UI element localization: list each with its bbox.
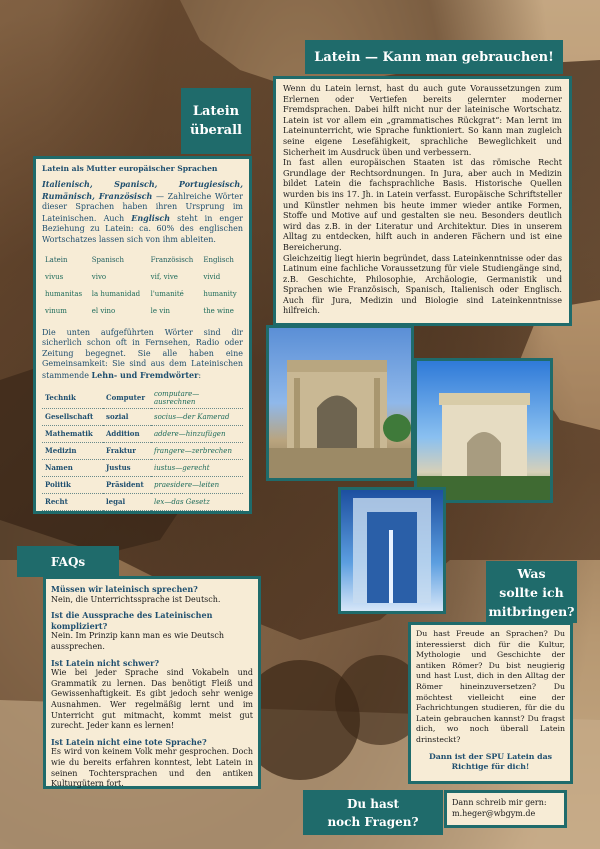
foreign-cell: lex—das Gesetz — [151, 493, 243, 510]
fragen-title-box — [303, 790, 443, 835]
fragen-line2: noch Fragen? — [327, 814, 419, 829]
contact-email[interactable]: m.heger@wbgym.de — [452, 809, 536, 818]
faq-answer: Nein, die Unterrichtssprache ist Deutsch. — [51, 594, 221, 604]
word-cell: vivus — [45, 273, 64, 282]
word-table-header — [42, 252, 243, 269]
main-text-p1: Wenn du Latein lernst, hast du auch gute Voraussetzungen zum Erlernen oder Vertiefen bereits gelernter moderner Fremdsprachen. Dabei hilft nicht nur der lateinische Wortschatz. Latein ist vor allem ein „grammatisches Rückgrat“: Man lernt im Lateinunterricht, wie Sprache funktioniert. So kann man zugleich seine eigene Lesefähigkeit, sprachliche Beweglichkeit und Sicherheit im Ausdruck üben und verbessern. — [283, 83, 562, 157]
faq-answer: Nein. Im Prinzip kann man es wie Deutsch aussprechen. — [51, 631, 225, 651]
word-table-row — [42, 269, 243, 286]
foreign-cell: frangere—zerbrechen — [151, 442, 243, 459]
word-comparison-table — [42, 252, 243, 320]
faq-question: Ist die Aussprache des Lateinischen kompliziert? — [51, 610, 213, 631]
faqs-title-box — [17, 546, 119, 577]
word-table-header-cell: Französisch — [150, 256, 194, 265]
word-cell: vif, vive — [150, 273, 178, 282]
word-cell: la humanidad — [91, 290, 141, 299]
faqs-panel — [43, 576, 261, 789]
arc-de-triomphe-photo — [414, 358, 553, 503]
foreign-cell: computare—ausrechnen — [151, 388, 243, 409]
latein-ueberall-line2: überall — [190, 123, 242, 138]
arc-de-triomphe-illustration — [417, 361, 550, 500]
mitbringen-closing: Dann ist der SPU Latein das Richtige für dich! — [428, 751, 553, 772]
mutter-para2-end: : — [198, 370, 202, 380]
contact-panel — [444, 790, 567, 828]
foreign-table-row — [42, 408, 243, 425]
foreign-table-row — [42, 425, 243, 442]
foreign-cell: Addition — [103, 425, 151, 442]
foreign-cell: Präsident — [103, 476, 151, 493]
mutter-panel — [33, 156, 252, 514]
mutter-intro-text1: — Zahlreiche Wörter dieser Sprachen haben ihren Ursprung im Lateinischen. Auch — [42, 191, 243, 223]
mitbringen-panel — [408, 622, 573, 784]
word-table-header-cell: Spanisch — [91, 256, 124, 265]
word-cell: vinum — [45, 307, 67, 316]
main-text-panel — [273, 76, 572, 326]
foreign-cell: socius—der Kamerad — [151, 408, 243, 425]
main-text-p2: In fast allen europäischen Staaten ist das römische Recht Grundlage der Rechtsordnungen. In Jura, aber auch in Medizin bildet Latein die fachsprachliche Basis. Historische Quellen wurden bis ins 17. Jh. in Latein verfasst. Europäische Schriftsteller und Künstler nehmen bis heute immer wieder antike Formen, Stoffe und Motive auf und gestalten sie neu. Besonders deutlich wird das z.B. in der Literatur und Architektur. Dies in unserem Alltag zu entdecken, hilft auch in anderen Fächern und ist eine Bereicherung. — [283, 157, 562, 252]
mutter-heading: Latein als Mutter europäischer Sprachen — [42, 164, 218, 173]
word-cell: vivid — [203, 273, 221, 282]
latein-ueberall-line1: Latein — [192, 104, 240, 119]
word-cell: the wine — [203, 307, 234, 316]
word-cell: humanitas — [45, 290, 83, 299]
word-cell: l'umanité — [150, 290, 184, 299]
page-title: Latein — Kann man gebrauchen! — [314, 49, 554, 65]
foreign-cell: iustus—gerecht — [151, 459, 243, 476]
main-text-p3: Gleichzeitig liegt hierin begründet, dass Lateinkenntnisse oder das Latinum eine fachliche Voraussetzung für viele Studiengänge sind, z.B. Geschichte, Philosophie, Archäologie, Germanistik und Sprachen wie Französisch, Spanisch, Italienisch oder Englisch. Auch für Jura, Medizin und Biologie sind Lateinkenntnisse hilfreich. — [283, 252, 562, 316]
foreign-cell: Technik — [42, 388, 103, 409]
foreign-table-row — [42, 442, 243, 459]
grande-arche-photo — [338, 487, 446, 614]
latein-ueberall-box — [181, 88, 251, 154]
word-table-header-cell: Latein — [45, 256, 68, 265]
foreign-cell: sozial — [103, 408, 151, 425]
foreign-table-row — [42, 459, 243, 476]
foreign-cell: praesidere—leiten — [151, 476, 243, 493]
mutter-intro — [42, 179, 243, 246]
foreign-cell: Politik — [42, 476, 103, 493]
mitbringen-title-line2: sollte ich — [499, 584, 564, 600]
contact-line1: Dann schreib mir gern: — [452, 798, 547, 807]
faq-question: Ist Latein nicht schwer? — [51, 657, 160, 668]
foreign-cell: Gesellschaft — [42, 408, 103, 425]
foreign-cell: Namen — [42, 459, 103, 476]
mitbringen-title-line1: Was — [517, 565, 546, 581]
word-table-row — [42, 303, 243, 320]
word-table-header-cell: Englisch — [203, 256, 234, 265]
foreign-cell: addere—hinzufügen — [151, 425, 243, 442]
foreign-table-row — [42, 476, 243, 493]
foreign-cell: Computer — [103, 388, 151, 409]
foreign-cell: Fraktur — [103, 442, 151, 459]
mutter-para2-text: Die unten aufgeführten Wörter sind dir sicherlich schon oft in Fernsehen, Radio oder Zeitung begegnet. Sie alle haben eine Gemeinsamkeit: Sie sind aus dem Lateinischen stammende — [42, 327, 243, 380]
header-banner — [305, 40, 563, 74]
word-cell: humanity — [203, 290, 237, 299]
foreign-cell: Recht — [42, 493, 103, 510]
foreign-cell: Mathematik — [42, 425, 103, 442]
arch-of-titus-illustration — [269, 328, 411, 478]
foreign-cell: legal — [103, 493, 151, 510]
mutter-intro-english: Englisch — [131, 212, 171, 223]
mutter-intro-languages: Italienisch, Spanisch, Portugiesisch, Rumänisch, Französisch — [42, 179, 243, 201]
word-table-row — [42, 286, 243, 303]
mitbringen-text: Du hast Freude an Sprachen? Du interessierst dich für die Kultur, Mythologie und Geschichte der antiken Römer? Du bist neugierig und hast Lust, dich in den Alltag der Römer hineinzuversetzen? Du möchtest vielleicht eine der Fachrichtungen studieren, für die du Latein gebrauchen kannst? Du fragst dich, wo noch überall Latein drinsteckt? — [416, 629, 565, 744]
faq-question: Ist Latein nicht eine tote Sprache? — [51, 736, 207, 747]
foreign-cell: Justus — [103, 459, 151, 476]
foreign-table-row — [42, 493, 243, 510]
mitbringen-title-line3: mitbringen? — [488, 603, 575, 619]
faqs-title: FAQs — [50, 554, 86, 569]
mutter-intro-text2: steht in enger Beziehung zu Latein: ca. 60% des englischen Wortschatzes lassen sich von ihm ableiten. — [42, 213, 244, 244]
faq-answer: Wie bei jeder Sprache sind Vokabeln und Grammatik zu lernen. Das benötigt Fleiß und Gewissenhaftigkeit. Es gibt jedoch sehr wenige Ausnahmen. Wer regelmäßig lernt und im Unterricht gut mitmacht, kommt meist gut zurecht. Jeder kann es lernen! — [51, 668, 253, 731]
word-cell: vivo — [91, 273, 107, 282]
foreign-cell: Medizin — [42, 442, 103, 459]
fragen-line1: Du hast — [346, 796, 400, 811]
arch-of-titus-photo — [266, 325, 414, 481]
grande-arche-illustration — [341, 490, 443, 611]
faq-answer: Es wird von keinem Volk mehr gesprochen. Doch wie du bereits erfahren konntest, lebt Latein in seinen Tochtersprachen und den antiken Kulturgütern fort. — [51, 747, 253, 789]
foreign-words-table — [42, 388, 243, 511]
word-cell: le vin — [150, 307, 170, 316]
word-cell: el vino — [91, 307, 116, 316]
foreign-table-row — [42, 388, 243, 409]
mitbringen-title-box — [486, 561, 577, 623]
mutter-para2 — [42, 328, 243, 382]
faq-question: Müssen wir lateinisch sprechen? — [51, 584, 198, 594]
mutter-para2-bold: Lehn- und Fremdwörter — [91, 369, 199, 380]
